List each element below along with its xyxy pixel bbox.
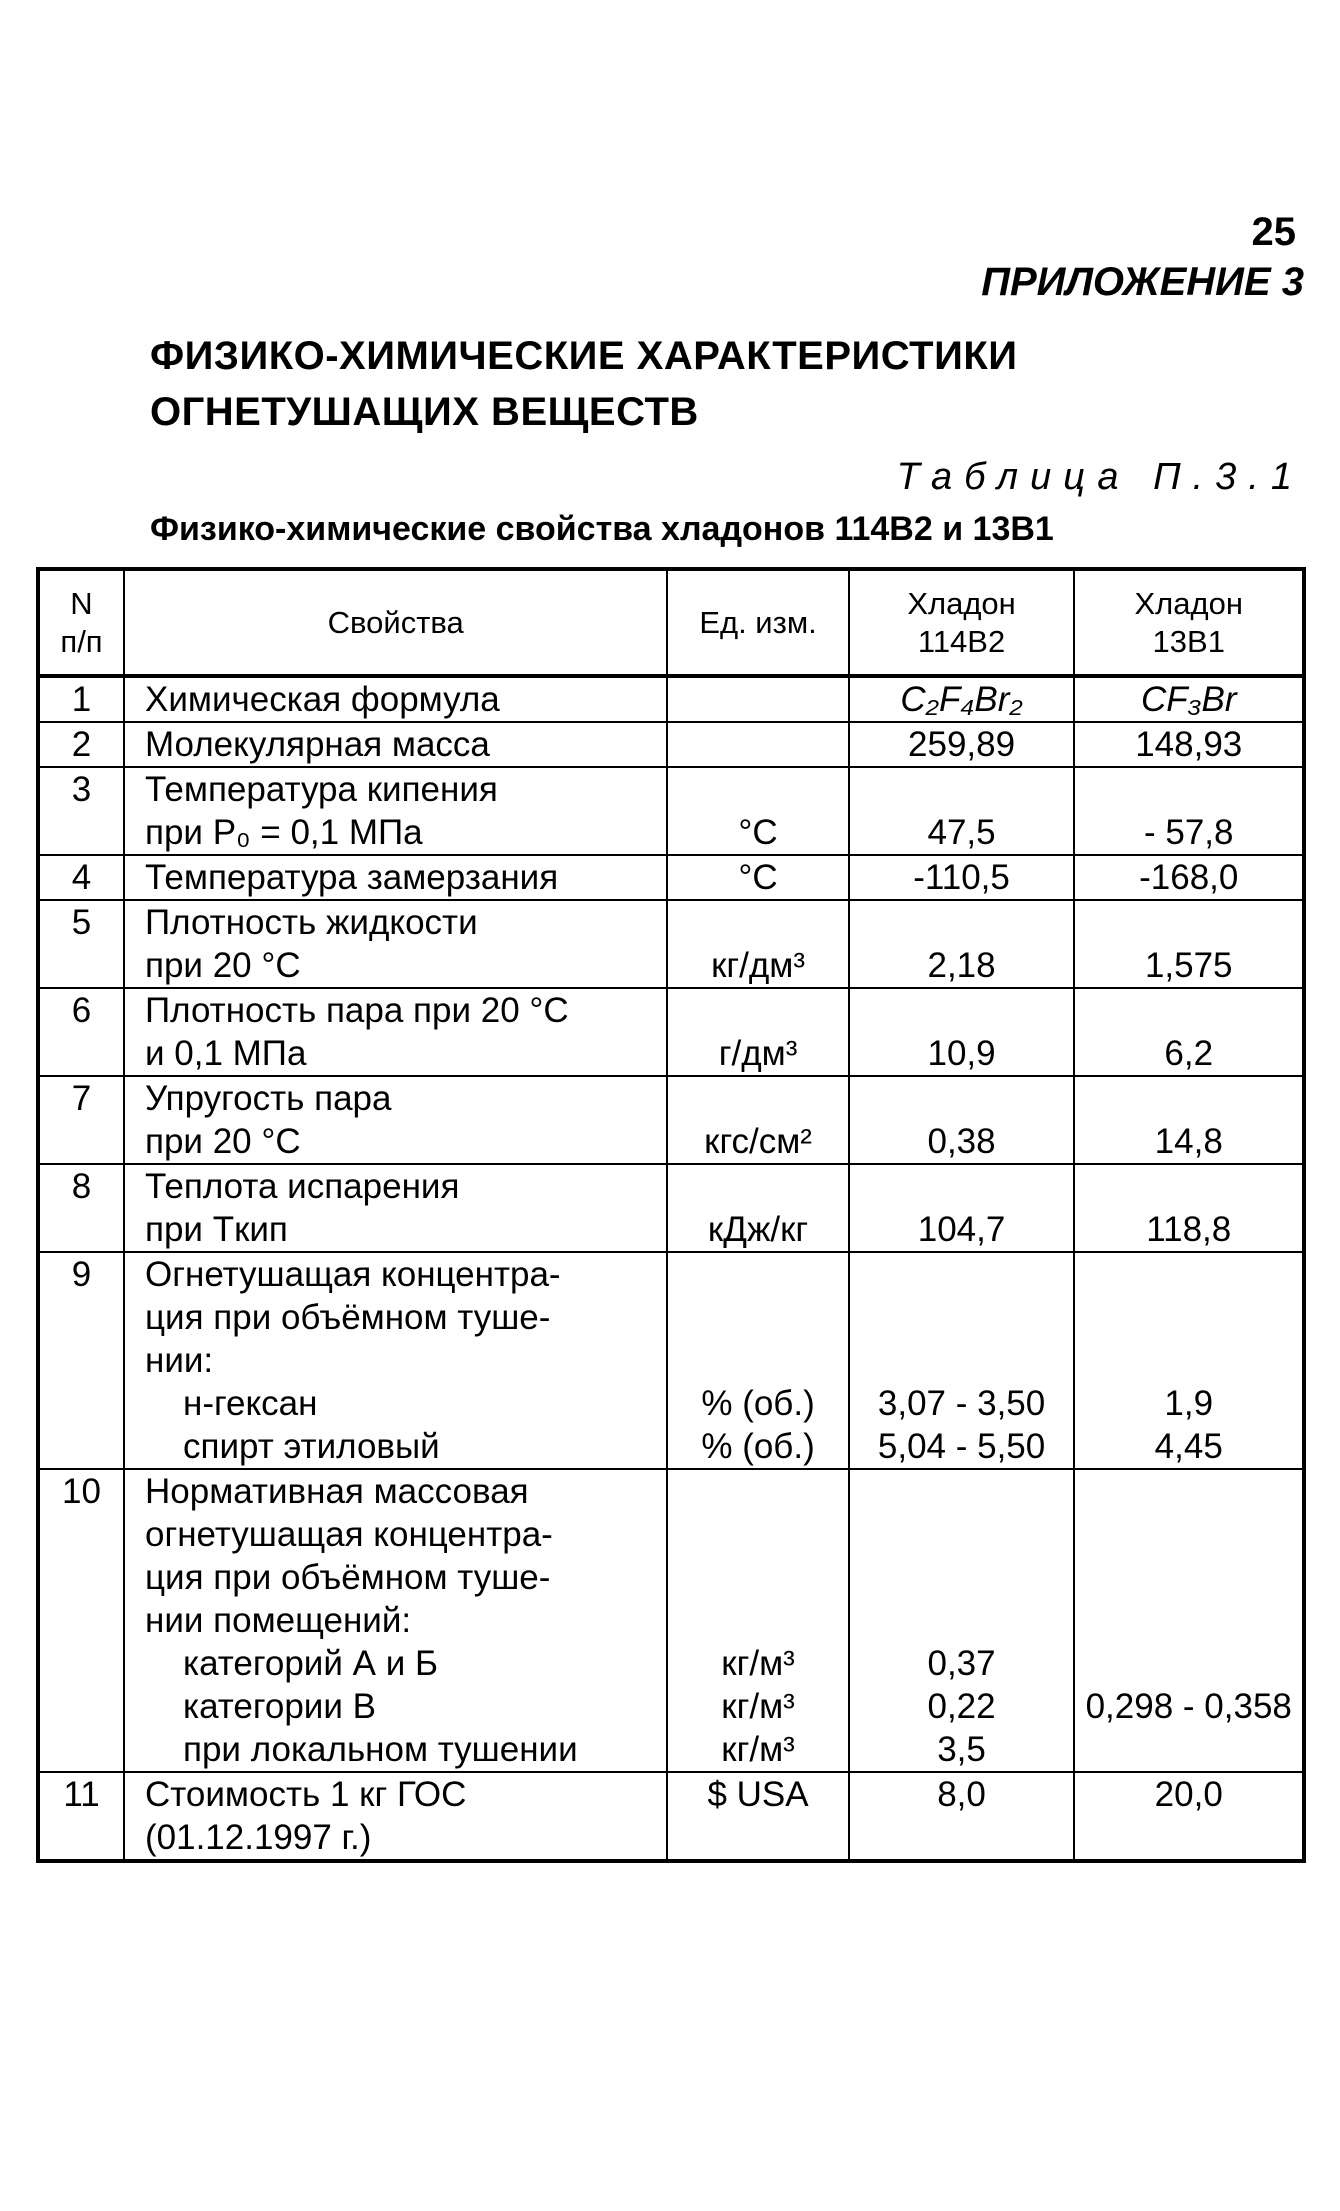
table-row bbox=[38, 900, 1304, 988]
row-number-text: 11 bbox=[63, 1775, 100, 1814]
spacer bbox=[668, 768, 847, 811]
row-unit bbox=[667, 1469, 848, 1772]
property-line: Упругость пара bbox=[145, 1079, 392, 1118]
property-line: Молекулярная масса bbox=[145, 725, 490, 764]
page-number: 25 bbox=[1251, 210, 1296, 254]
row-value-114b2 bbox=[849, 1252, 1075, 1469]
row-value-114b2 bbox=[849, 988, 1075, 1076]
row-value-13b1-line: 1,9 bbox=[1164, 1384, 1214, 1423]
property-line: ция при объёмном туше- bbox=[145, 1558, 551, 1597]
row-property bbox=[124, 1252, 667, 1469]
property-line: Огнетушащая концентра- bbox=[145, 1255, 561, 1294]
row-number bbox=[38, 1252, 124, 1469]
property-line: спирт этиловый bbox=[183, 1427, 440, 1466]
row-number bbox=[38, 1076, 124, 1164]
spacer bbox=[1075, 1513, 1302, 1556]
property-line: категории В bbox=[183, 1687, 376, 1726]
spacer bbox=[1075, 1642, 1302, 1685]
table-row bbox=[38, 1469, 1304, 1772]
row-number-text: 7 bbox=[71, 1079, 92, 1118]
row-number-text: 10 bbox=[62, 1472, 101, 1511]
property-line: Температура кипения bbox=[145, 770, 498, 809]
spacer bbox=[850, 1165, 1074, 1208]
spacer bbox=[1075, 1556, 1302, 1599]
row-value-114b2-line: 3,07 - 3,50 bbox=[877, 1384, 1046, 1423]
row-value-13b1 bbox=[1074, 1252, 1304, 1469]
row-unit bbox=[667, 855, 848, 900]
header-col2-line: 13В1 bbox=[1152, 623, 1225, 659]
row-value-13b1-line: - 57,8 bbox=[1143, 813, 1234, 852]
spacer bbox=[668, 989, 847, 1032]
row-value-114b2-line: 10,9 bbox=[927, 1034, 996, 1073]
row-property bbox=[124, 676, 667, 722]
row-number bbox=[38, 988, 124, 1076]
table-row bbox=[38, 1164, 1304, 1252]
spacer bbox=[850, 1513, 1074, 1556]
row-unit-line: кг/м³ bbox=[721, 1644, 795, 1683]
spacer bbox=[850, 1599, 1074, 1642]
spacer bbox=[1075, 768, 1302, 811]
spacer bbox=[850, 768, 1074, 811]
row-value-13b1-line: 118,8 bbox=[1146, 1210, 1232, 1249]
row-value-114b2 bbox=[849, 676, 1075, 722]
property-line: Нормативная массовая bbox=[145, 1472, 529, 1511]
row-value-114b2 bbox=[849, 1469, 1075, 1772]
header-unit: Ед. изм. bbox=[667, 569, 848, 676]
row-unit-line: $ USA bbox=[707, 1775, 809, 1814]
row-number-text: 6 bbox=[71, 991, 92, 1030]
header-num-line: N bbox=[70, 585, 93, 621]
spacer bbox=[1075, 989, 1302, 1032]
row-number bbox=[38, 676, 124, 722]
row-value-13b1 bbox=[1074, 988, 1304, 1076]
property-line: при локальном тушении bbox=[183, 1730, 578, 1769]
row-unit bbox=[667, 988, 848, 1076]
row-unit bbox=[667, 1252, 848, 1469]
row-unit-line bbox=[668, 678, 847, 721]
row-unit-line: кг/м³ bbox=[721, 1687, 795, 1726]
header-col2-line: Хладон bbox=[1134, 585, 1243, 621]
table-row bbox=[38, 722, 1304, 767]
page-title-line: ОГНЕТУШАЩИХ ВЕЩЕСТВ bbox=[150, 390, 699, 434]
row-value-13b1 bbox=[1074, 676, 1304, 722]
table-body bbox=[38, 676, 1304, 1861]
property-line: и 0,1 МПа bbox=[145, 1034, 307, 1073]
row-property bbox=[124, 1076, 667, 1164]
row-number-text: 8 bbox=[71, 1167, 92, 1206]
table-header-row bbox=[38, 569, 1304, 676]
spacer bbox=[850, 1077, 1074, 1120]
row-number-text: 2 bbox=[71, 725, 92, 764]
spacer bbox=[1075, 1077, 1302, 1120]
spacer bbox=[850, 1470, 1074, 1513]
row-property bbox=[124, 767, 667, 855]
spacer bbox=[1075, 1599, 1302, 1642]
row-value-114b2-line: 0,37 bbox=[927, 1644, 996, 1683]
property-line: ция при объёмном туше- bbox=[145, 1298, 551, 1337]
property-line: Плотность жидкости bbox=[145, 903, 478, 942]
appendix-label: ПРИЛОЖЕНИЕ 3 bbox=[981, 260, 1304, 304]
row-property bbox=[124, 988, 667, 1076]
spacer bbox=[850, 901, 1074, 944]
row-number bbox=[38, 900, 124, 988]
row-value-13b1-line: 0,298 - 0,358 bbox=[1085, 1687, 1292, 1726]
page-title-line: ФИЗИКО-ХИМИЧЕСКИЕ ХАРАКТЕРИСТИКИ bbox=[150, 334, 1018, 378]
property-line: Теплота испарения bbox=[145, 1167, 460, 1206]
row-unit-line: г/дм³ bbox=[718, 1034, 798, 1073]
row-value-114b2-line: 2,18 bbox=[927, 946, 996, 985]
row-unit bbox=[667, 1772, 848, 1861]
row-property bbox=[124, 855, 667, 900]
spacer bbox=[850, 989, 1074, 1032]
row-value-13b1 bbox=[1074, 767, 1304, 855]
spacer bbox=[668, 1470, 847, 1513]
row-number-text: 1 bbox=[71, 680, 92, 719]
property-line: Стоимость 1 кг ГОС bbox=[145, 1775, 467, 1814]
property-line: при 20 °С bbox=[145, 946, 301, 985]
table-row bbox=[38, 855, 1304, 900]
spacer bbox=[1075, 901, 1302, 944]
row-value-13b1-line: 148,93 bbox=[1135, 725, 1243, 764]
row-value-13b1-line: CF₃Br bbox=[1140, 680, 1237, 719]
row-unit bbox=[667, 676, 848, 722]
row-unit-line: кДж/кг bbox=[707, 1210, 809, 1249]
spacer bbox=[668, 1556, 847, 1599]
row-unit-line: кг/дм³ bbox=[711, 946, 806, 985]
row-value-114b2 bbox=[849, 855, 1075, 900]
spacer bbox=[850, 1253, 1074, 1296]
header-col2 bbox=[1074, 569, 1304, 676]
table-caption: Физико-химические свойства хладонов 114В2 и 13В1 bbox=[150, 510, 1054, 548]
row-value-13b1 bbox=[1074, 1076, 1304, 1164]
row-value-114b2-line: 3,5 bbox=[937, 1730, 986, 1769]
row-number bbox=[38, 855, 124, 900]
row-property bbox=[124, 900, 667, 988]
header-col1-line: 114В2 bbox=[917, 623, 1006, 659]
spacer bbox=[850, 1296, 1074, 1339]
row-value-13b1-line: 14,8 bbox=[1154, 1122, 1223, 1161]
spacer bbox=[668, 1296, 847, 1339]
row-unit-line: % (об.) bbox=[701, 1384, 815, 1423]
header-col1-line: Хладон bbox=[907, 585, 1016, 621]
header-col1 bbox=[849, 569, 1075, 676]
row-unit-line: кг/м³ bbox=[721, 1730, 795, 1769]
spacer bbox=[668, 901, 847, 944]
header-num bbox=[38, 569, 124, 676]
spacer bbox=[1075, 1339, 1302, 1382]
table-row bbox=[38, 1076, 1304, 1164]
spacer bbox=[1075, 1253, 1302, 1296]
row-value-114b2-line: -110,5 bbox=[913, 858, 1010, 897]
row-value-13b1 bbox=[1074, 1164, 1304, 1252]
row-unit bbox=[667, 767, 848, 855]
row-number-text: 9 bbox=[71, 1255, 92, 1294]
row-value-114b2-line: 0,22 bbox=[927, 1687, 996, 1726]
property-line: (01.12.1997 г.) bbox=[145, 1818, 372, 1857]
spacer bbox=[668, 1339, 847, 1382]
header-num-line: п/п bbox=[60, 623, 103, 659]
table-row bbox=[38, 676, 1304, 722]
row-value-13b1 bbox=[1074, 722, 1304, 767]
row-unit bbox=[667, 1076, 848, 1164]
row-value-13b1-line: 1,575 bbox=[1144, 946, 1233, 985]
row-unit-line: % (об.) bbox=[701, 1427, 815, 1466]
row-number bbox=[38, 722, 124, 767]
spacer bbox=[1075, 1296, 1302, 1339]
row-value-114b2-line: 5,04 - 5,50 bbox=[877, 1427, 1046, 1466]
row-value-13b1 bbox=[1074, 1772, 1304, 1861]
row-unit-line: °С bbox=[738, 813, 778, 852]
row-value-114b2 bbox=[849, 900, 1075, 988]
property-line: н-гексан bbox=[183, 1384, 318, 1423]
spacer bbox=[850, 1339, 1074, 1382]
spacer bbox=[668, 1077, 847, 1120]
row-property bbox=[124, 722, 667, 767]
row-value-114b2 bbox=[849, 767, 1075, 855]
row-unit-line bbox=[668, 723, 847, 766]
row-value-114b2-line: C₂F₄Br₂ bbox=[900, 680, 1023, 719]
property-line: Химическая формула bbox=[145, 680, 500, 719]
row-number-text: 4 bbox=[71, 858, 92, 897]
table-row bbox=[38, 988, 1304, 1076]
row-number bbox=[38, 1164, 124, 1252]
property-line: категорий А и Б bbox=[183, 1644, 438, 1683]
property-line: огнетушащая концентра- bbox=[145, 1515, 553, 1554]
row-value-114b2-line: 259,89 bbox=[908, 725, 1016, 764]
spacer bbox=[668, 1513, 847, 1556]
row-number bbox=[38, 1469, 124, 1772]
row-property bbox=[124, 1164, 667, 1252]
spacer bbox=[668, 1253, 847, 1296]
row-unit-line: кгс/см² bbox=[704, 1122, 812, 1161]
row-value-13b1 bbox=[1074, 900, 1304, 988]
property-line: при P₀ = 0,1 МПа bbox=[145, 813, 423, 852]
property-line: нии помещений: bbox=[145, 1601, 412, 1640]
row-value-13b1-line: 20,0 bbox=[1154, 1775, 1223, 1814]
row-unit-line: °С bbox=[738, 858, 778, 897]
row-value-114b2-line: 0,38 bbox=[927, 1122, 996, 1161]
row-number-text: 5 bbox=[71, 903, 92, 942]
row-value-114b2 bbox=[849, 1164, 1075, 1252]
property-line: нии: bbox=[145, 1341, 214, 1380]
row-property bbox=[124, 1772, 667, 1861]
table-reference: Таблица П.3.1 bbox=[896, 456, 1304, 498]
row-value-13b1 bbox=[1074, 855, 1304, 900]
property-line: Температура замерзания bbox=[145, 858, 559, 897]
row-value-114b2 bbox=[849, 1076, 1075, 1164]
row-unit bbox=[667, 1164, 848, 1252]
header-property: Свойства bbox=[124, 569, 667, 676]
property-line: Плотность пара при 20 °С bbox=[145, 991, 569, 1030]
table-row bbox=[38, 1252, 1304, 1469]
row-number-text: 3 bbox=[71, 770, 92, 809]
table-row bbox=[38, 1772, 1304, 1861]
table-row bbox=[38, 767, 1304, 855]
row-value-13b1-line: -168,0 bbox=[1139, 858, 1239, 897]
spacer bbox=[1075, 1165, 1302, 1208]
row-value-13b1 bbox=[1074, 1469, 1304, 1772]
row-value-114b2-line: 47,5 bbox=[927, 813, 996, 852]
spacer bbox=[668, 1599, 847, 1642]
row-unit bbox=[667, 722, 848, 767]
row-value-114b2-line: 8,0 bbox=[937, 1775, 986, 1814]
row-value-13b1-line: 6,2 bbox=[1164, 1034, 1214, 1073]
properties-table bbox=[36, 567, 1306, 1863]
row-value-114b2-line: 104,7 bbox=[917, 1210, 1006, 1249]
row-value-114b2 bbox=[849, 722, 1075, 767]
row-value-13b1-line: 4,45 bbox=[1154, 1427, 1223, 1466]
row-number bbox=[38, 1772, 124, 1861]
page-title bbox=[150, 328, 1017, 440]
row-unit bbox=[667, 900, 848, 988]
spacer bbox=[850, 1556, 1074, 1599]
row-number bbox=[38, 767, 124, 855]
row-value-114b2 bbox=[849, 1772, 1075, 1861]
row-property bbox=[124, 1469, 667, 1772]
spacer bbox=[668, 1165, 847, 1208]
property-line: при Tкип bbox=[145, 1210, 288, 1249]
spacer bbox=[1075, 1470, 1302, 1513]
property-line: при 20 °С bbox=[145, 1122, 301, 1161]
